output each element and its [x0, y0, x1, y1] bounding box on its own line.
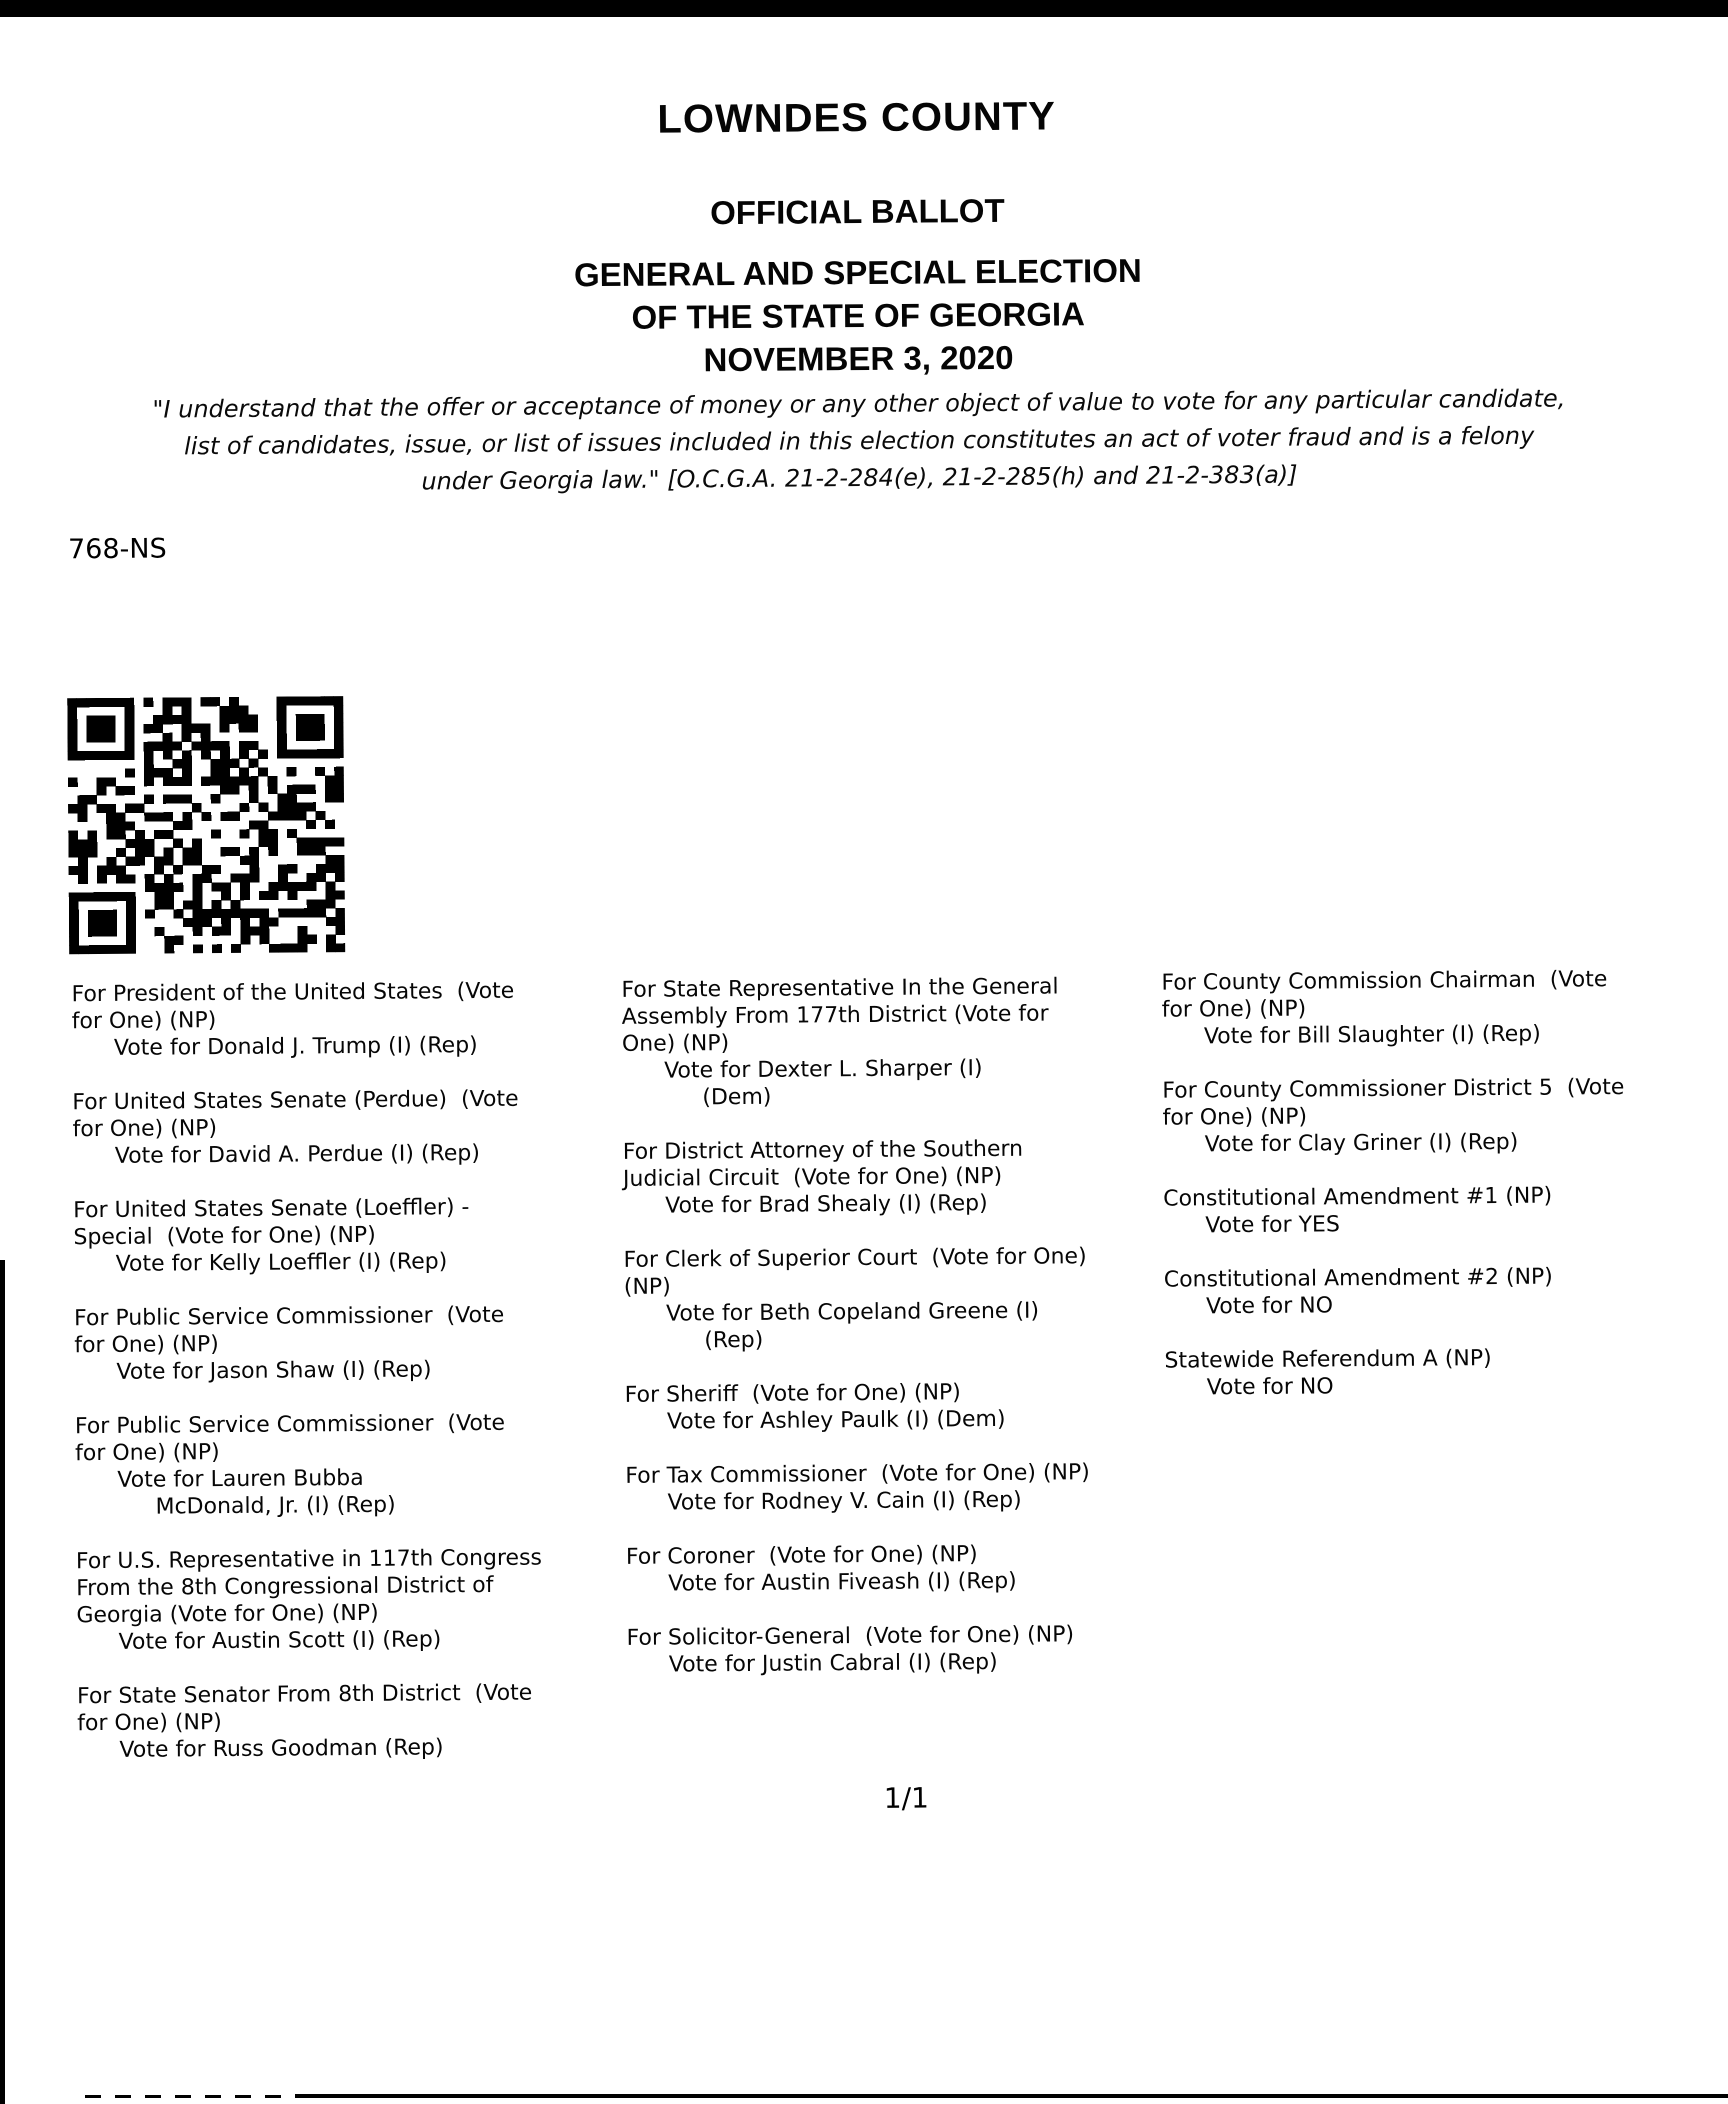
contest-vote-text: Vote for Russ Goodman (Rep) — [119, 1735, 444, 1763]
contest-block — [624, 1242, 1185, 1354]
contest-vote-text: Vote for Austin Fiveash (I) (Rep) — [668, 1568, 1017, 1597]
contest-block — [1162, 1073, 1728, 1159]
contest-vote-text: Vote for Clay Griner (I) (Rep) — [1204, 1129, 1519, 1158]
contest-office-text: For United States Senate (Perdue) (Vote for One) (NP) — [72, 1086, 519, 1143]
contest-office-text: For State Representative In the General Assembly From 177th District (Vote for One) (NP) — [621, 974, 1059, 1057]
contest-vote-text: Vote for Brad Shealy (I) (Rep) — [665, 1191, 988, 1219]
contest-block — [76, 1544, 642, 1656]
contest-block — [623, 1134, 1184, 1219]
contest-block — [625, 1458, 1185, 1516]
contest-office-text: Constitutional Amendment #1 (NP) — [1163, 1183, 1553, 1212]
disclaimer-line-1: "I understand that the offer or acceptance of money or any other object of value to vote for any particular candidate, — [152, 384, 1566, 424]
election-title-block — [0, 244, 1723, 387]
contest-vote-text: Vote for Justin Cabral (I) (Rep) — [668, 1649, 998, 1678]
contest-vote-text: Vote for David A. Perdue (I) (Rep) — [114, 1141, 480, 1169]
contest-office-text: For Clerk of Superior Court (Vote for One) (NP) — [623, 1244, 1087, 1300]
contest-office-text: For Public Service Commissioner (Vote for One) (NP) — [74, 1410, 506, 1467]
contest-vote-text: Vote for Jason Shaw (I) (Rep) — [116, 1357, 432, 1385]
contest-block — [1164, 1343, 1728, 1402]
qr-code-icon — [67, 696, 345, 954]
contest-office-text: For Tax Commissioner (Vote for One) (NP) — [625, 1460, 1090, 1489]
contest-office-text: For District Attorney of the Southern Judicial Circuit (Vote for One) (NP) — [622, 1136, 1024, 1192]
contest-block — [74, 1301, 640, 1386]
election-date: NOVEMBER 3, 2020 — [703, 338, 1014, 379]
contest-office-text: Statewide Referendum A (NP) — [1164, 1346, 1492, 1374]
contest-vote-text: Vote for Kelly Loeffler (I) (Rep) — [115, 1249, 448, 1277]
contest-column-1 — [71, 977, 642, 1791]
contest-block — [77, 1679, 643, 1764]
disclaimer-line-2: list of candidates, issue, or list of issues included in this election constitutes an act of voter fraud and is a felony — [184, 421, 1535, 461]
contest-vote-text: Vote for Rodney V. Cain (I) (Rep) — [667, 1487, 1022, 1516]
contest-office-text: For United States Senate (Loeffler) - Special (Vote for One) (NP) — [73, 1195, 470, 1251]
contest-vote-text: Vote for NO — [1205, 1293, 1334, 1320]
contest-block — [1164, 1262, 1728, 1321]
contest-vote-text: Vote for Beth Copeland Greene (I) (Rep) — [665, 1298, 1040, 1354]
contest-vote-text: Vote for Ashley Paulk (I) (Dem) — [666, 1406, 1006, 1435]
county-title: LOWNDES COUNTY — [657, 94, 1057, 142]
contest-office-text: For Coroner (Vote for One) (NP) — [625, 1542, 978, 1570]
ballot-header — [0, 89, 1723, 387]
contest-office-text: For State Senator From 8th District (Vote for One) (NP) — [76, 1680, 533, 1737]
contest-vote-text: Vote for Dexter L. Sharper (I) (Dem) — [664, 1056, 983, 1111]
contest-column-2 — [621, 973, 1187, 1706]
election-line-1: GENERAL AND SPECIAL ELECTION — [573, 251, 1142, 294]
contest-office-text: For Solicitor-General (Vote for One) (NP) — [626, 1622, 1075, 1651]
contest-column-3 — [1161, 965, 1728, 1429]
contest-block — [72, 1085, 638, 1170]
disclaimer-line-3: under Georgia law." [O.C.G.A. 21-2-284(e), 21-2-285(h) and 21-2-383(a)] — [421, 460, 1298, 496]
ballot-style-code: 768-NS — [67, 533, 167, 566]
contest-block — [71, 977, 637, 1062]
contest-vote-text: Vote for Lauren Bubba McDonald, Jr. (I) (Rep) — [117, 1465, 396, 1520]
contest-office-text: For President of the United States (Vote for One) (NP) — [71, 978, 515, 1035]
contest-vote-text: Vote for Austin Scott (I) (Rep) — [118, 1627, 442, 1655]
contest-block — [75, 1409, 641, 1521]
contest-office-text: Constitutional Amendment #2 (NP) — [1163, 1264, 1553, 1293]
contest-block — [626, 1539, 1186, 1597]
contest-vote-text: Vote for NO — [1206, 1374, 1334, 1401]
contest-block — [73, 1193, 639, 1278]
contest-block — [1161, 965, 1728, 1051]
contest-office-text: For Public Service Commissioner (Vote for One) (NP) — [73, 1302, 505, 1359]
contest-office-text: For U.S. Representative in 117th Congress From the 8th Congressional District of Georgia (Vote for One) (NP) — [75, 1545, 543, 1629]
contest-office-text: For County Commission Chairman (Vote for One) (NP) — [1161, 967, 1608, 1023]
contest-office-text: For Sheriff (Vote for One) (NP) — [624, 1380, 961, 1408]
contest-block — [626, 1620, 1186, 1678]
contest-block — [621, 973, 1182, 1112]
page-number: 1/1 — [883, 1781, 930, 1815]
contest-office-text: For County Commissioner District 5 (Vote for One) (NP) — [1162, 1075, 1625, 1131]
contest-block — [1163, 1181, 1728, 1240]
election-line-2: OF THE STATE OF GEORGIA — [631, 295, 1086, 336]
contest-vote-text: Vote for YES — [1205, 1212, 1340, 1239]
ballot-type-title: OFFICIAL BALLOT — [709, 191, 1005, 232]
contest-vote-text: Vote for Bill Slaughter (I) (Rep) — [1203, 1021, 1541, 1050]
contest-block — [625, 1377, 1185, 1435]
voter-fraud-disclaimer — [0, 379, 1724, 504]
contest-vote-text: Vote for Donald J. Trump (I) (Rep) — [113, 1033, 478, 1061]
